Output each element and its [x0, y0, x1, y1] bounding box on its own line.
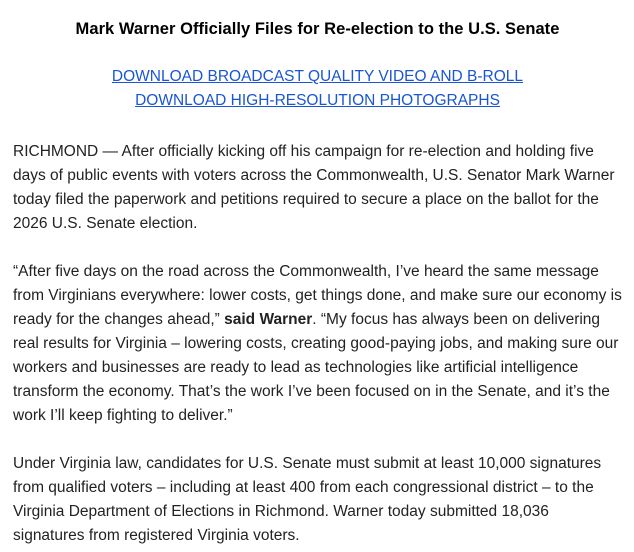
quote-text-after: . “My focus has always been on delivering real results for Virginia – lowering costs, creating good-paying jobs, and making sure our workers and businesses are ready to lead as technologies like artificial intelligence transform the economy. That’s the work I’ve been focused on in the Senate, and it’s the work I’ll keep fighting to deliver.” [13, 311, 619, 424]
paragraph-signatures: Under Virginia law, candidates for U.S. Senate must submit at least 10,000 signatures from qualified voters – including at least 400 from each congressional district – to the Virginia Department of Elections in Richmond. Warner today submitted 18,036 signatures from registered Virginia voters. [13, 455, 602, 544]
download-photos-link[interactable]: DOWNLOAD HIGH-RESOLUTION PHOTOGRAPHS [135, 92, 500, 109]
quote-text-before: “After five days on the road across the Commonwealth, I’ve heard the same message from Virginians everywhere: lower costs, get things done, and make sure our economy is ready for the changes ahead,” [13, 263, 622, 328]
download-video-link[interactable]: DOWNLOAD BROADCAST QUALITY VIDEO AND B-ROLL [111, 68, 524, 85]
download-links [13, 65, 622, 113]
headline: Mark Warner Officially Files for Re-election to the U.S. Senate [75, 20, 560, 38]
paragraph-intro: RICHMOND — After officially kicking off his campaign for re-election and holding five days of public events with voters across the Commonwealth, U.S. Senator Mark Warner today filed the paperwork and petitions required to secure a place on the ballot for the 2026 U.S. Senate election. [13, 143, 615, 232]
paragraph-quote [13, 260, 622, 428]
quote-attribution: said Warner [224, 311, 313, 328]
